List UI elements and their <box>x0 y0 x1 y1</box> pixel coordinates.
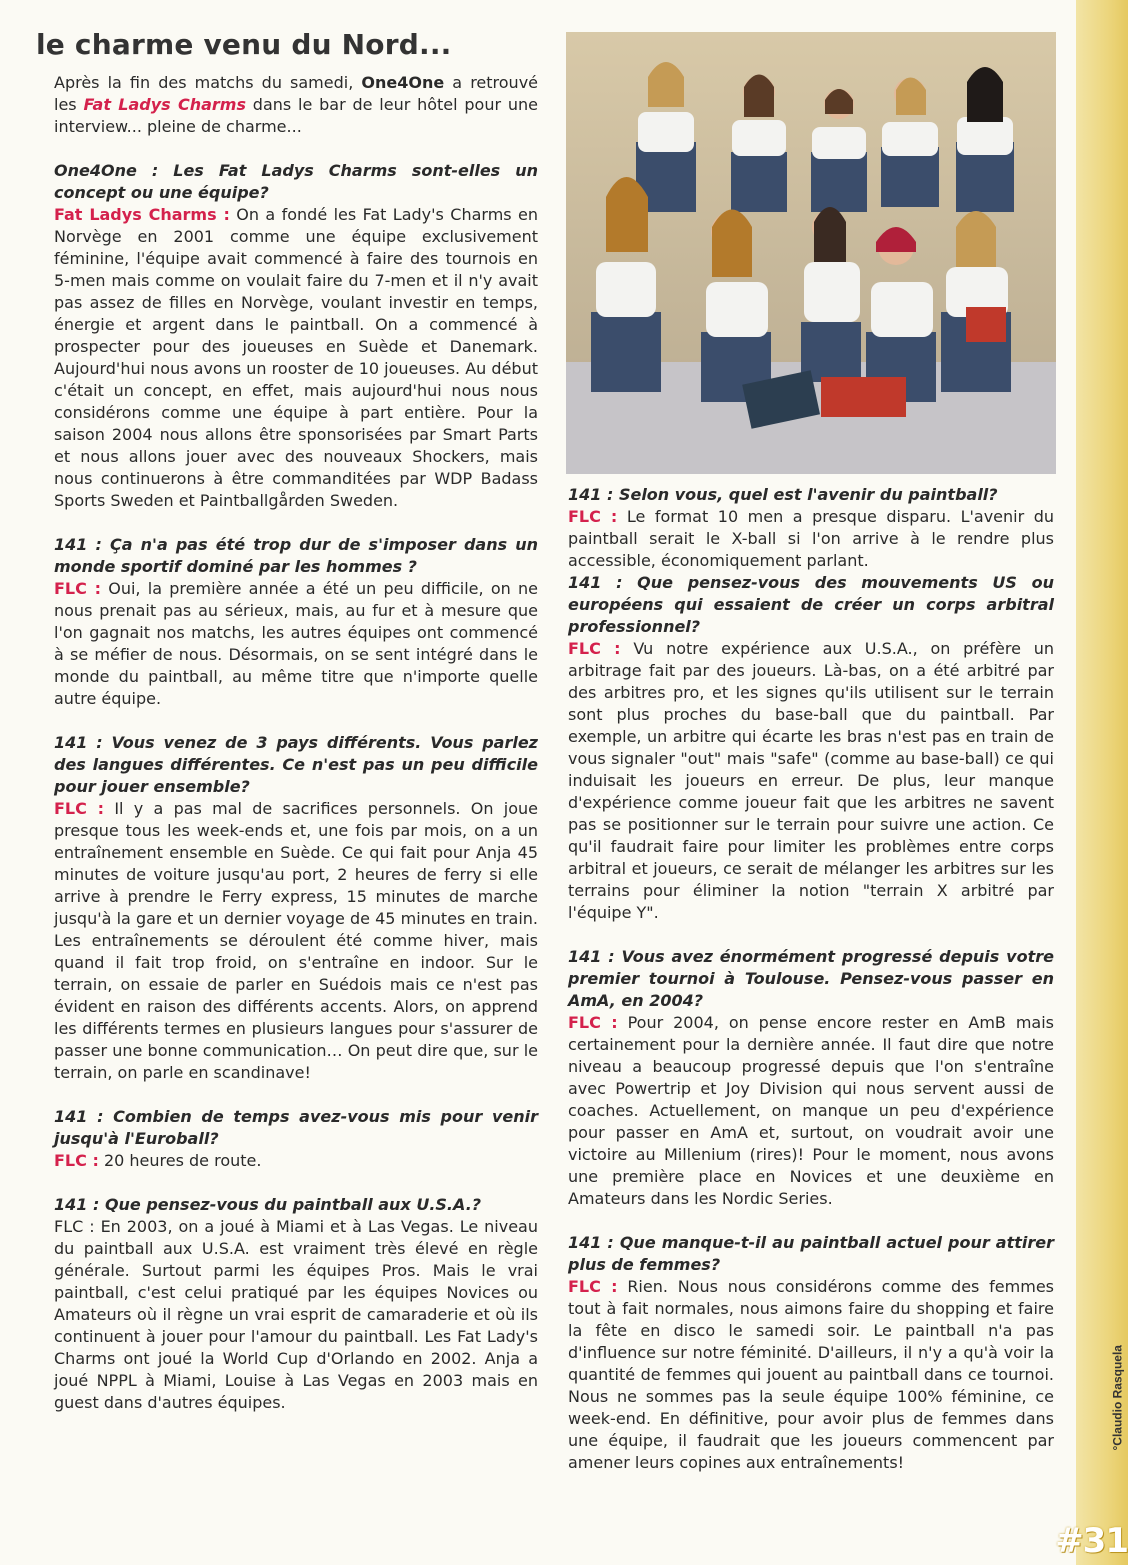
answer <box>568 506 1054 572</box>
question: 141 : Vous venez de 3 pays différents. Vous parlez des langues différentes. Ce n'est pas un peu difficile pour jouer ensemble? <box>54 733 538 796</box>
intro-text: a retrouvé les <box>54 73 539 114</box>
answer <box>54 1150 538 1172</box>
answer-text: Le format 10 men a presque disparu. L'avenir du paintball serait le X-ball si l'on arrive à le rendre plus accessible, économiquement parlant. <box>568 507 1055 570</box>
answer <box>568 1276 1054 1474</box>
team-photo <box>566 32 1056 474</box>
left-column <box>54 72 538 1414</box>
question: 141 : Combien de temps avez-vous mis pour venir jusqu'à l'Euroball? <box>54 1107 538 1148</box>
answer-text: On a fondé les Fat Lady's Charms en Norvège en 2001 comme une équipe exclusivement féminine, l'équipe avait commencé à faire des tournois en 5-men mais comme on voulait faire du 7-men et il n'y avait pas assez de filles en Norvège, voulant investir en temps, énergie et argent dans le paintball. On a commencé à prospecter pour des joueuses en Suède et Danemark. Aujourd'hui nous avons un rooster de 10 joueuses. Au début c'était un concept, en effet, mais aujourd'hui nous nous considérons comme une équipe à part entière. Pour la saison 2004 nous allons être sponsorisées par Smart Parts et nous allons jouer avec des nouveaux Shockers, mais nous continuerons à être commanditées par WDP Badass Sports Sweden et Paintballgården Sweden. <box>54 205 538 510</box>
team-photo-illustration <box>566 32 1056 474</box>
question: 141 : Vous avez énormément progressé depuis votre premier tournoi à Toulouse. Pensez-vous passer en AmA, en 2004? <box>568 947 1054 1010</box>
answer-label: FLC : <box>568 1013 618 1032</box>
question: 141 : Ça n'a pas été trop dur de s'imposer dans un monde sportif dominé par les hommes ? <box>54 535 538 576</box>
question: 141 : Que manque-t-il au paintball actuel pour attirer plus de femmes? <box>568 1233 1054 1274</box>
answer-text: Oui, la première année a été un peu difficile, on ne nous prenait pas au sérieux, mais, au fur et à mesure que l'on gagnait nos matchs, les autres équipes ont commencé à se méfier de nous. Désormais, on se sent intégré dans le monde du paintball, au même titre que n'importe quelle autre équipe. <box>54 579 538 708</box>
article-headline: le charme venu du Nord... <box>36 28 452 61</box>
page-edge-strip <box>1076 0 1128 1565</box>
question: One4One : Les Fat Ladys Charms sont-elles un concept ou une équipe? <box>54 161 538 202</box>
answer-text: Pour 2004, on pense encore rester en AmB mais certainement pour la dernière année. Il faut dire que notre niveau a beaucoup progressé depuis que l'on s'entraîne avec Powertrip et Joy Division qui nous servent aussi de coaches. Actuellement, on manque un peu d'expérience pour passer en AmA et, surtout, on voudrait avoir une victoire au Millenium (rires)! Pour le moment, nous avons une première place en Novices et une deuxième en Amateurs dans les Nordic Series. <box>568 1013 1054 1208</box>
answer <box>54 1216 538 1414</box>
photo-credit: °Claudio Rasquela <box>1110 1345 1124 1451</box>
question: 141 : Que pensez-vous des mouvements US ou européens qui essaient de créer un corps arbitral professionnel? <box>568 573 1054 636</box>
intro-text: dans le bar de leur hôtel pour une interview... pleine de charme... <box>54 95 538 136</box>
answer <box>568 638 1054 924</box>
answer-text: 20 heures de route. <box>103 1151 262 1170</box>
intro-text: Après la fin des matchs du samedi, <box>54 73 362 92</box>
answer <box>54 204 538 512</box>
page-number: #31 <box>1055 1521 1128 1561</box>
answer-text: Il y a pas mal de sacrifices personnels. On joue presque tous les week-ends et, une fois par mois, on a un entraînement ensemble en Suède. Ce qui fait pour Anja 45 minutes de voiture jusqu'au port, 2 heures de ferry si elle arrive à prendre le Ferry express, 15 minutes de marche jusqu'à la gare et un dernier voyage de 45 minutes en train. Les entraînements se déroulent été comme hiver, mais quand il fait trop froid, on s'entraîne en indoor. Sur le terrain, on essaie de parler en Suédois mais ce n'est pas évident en raison des différents accents. Alors, on apprend les différents termes en plusieurs langues pour s'assurer de passer une bonne communication… On peut dire que, sur le terrain, on parle en scandinave! <box>54 799 538 1082</box>
right-column <box>568 484 1054 1474</box>
magazine-name: One4One <box>361 73 445 92</box>
answer-label: FLC : <box>568 507 618 526</box>
answer-label: FLC : <box>54 579 101 598</box>
answer-text: FLC : En 2003, on a joué à Miami et à Las Vegas. Le niveau du paintball aux U.S.A. est vraiment très élevé en règle générale. Surtout parmi les équipes Pros. Mais le vrai paintball, c'est celui pratiqué par les équipes Novices ou Amateurs où il règne un vrai esprit de camaraderie et où ils continuent à jouer pour l'amour du paintball. Les Fat Lady's Charms ont joué la World Cup d'Orlando en 2002. Anja a joué NPPL à Miami, Louise à Las Vegas en 2003 mais en guest dans d'autres équipes. <box>54 1217 538 1412</box>
intro-paragraph <box>54 72 538 138</box>
answer <box>54 798 538 1084</box>
answer <box>568 1012 1054 1210</box>
answer-text: Rien. Nous nous considérons comme des femmes tout à fait normales, nous aimons faire du shopping et faire la fête en disco le samedi soir. Le paintball n'a pas d'influence sur notre féminité. D'ailleurs, il n'y a qu'à voir la quantité de femmes qui jouent au paintball dans ce tournoi. Nous ne sommes pas la seule équipe 100% féminine, ce week-end. En définitive, pour avoir plus de femmes dans une équipe, il faudrait que les joueurs commencent par amener leurs copines aux entraînements! <box>568 1277 1054 1472</box>
answer <box>54 578 538 710</box>
answer-text: Vu notre expérience aux U.S.A., on préfère un arbitrage fait par des joueurs. Là-bas, on a été arbitré par des arbitres pro, et les signes qu'ils utilisent sur le terrain sont plus proches du base-ball que du paintball. Par exemple, un arbitre qui écarte les bras n'est pas en train de vous signaler "out" mais "safe" (comme au base-ball) ce qui induisait les joueurs en erreur. De plus, leur manque d'expérience comme joueur fait que les arbitres ne savent pas se positionner sur le terrain pour suivre une action. Ce qu'il faudrait faire pour limiter les problèmes entre corps arbitral et joueurs, ce serait de mélanger les arbitres sur les terrains pour éliminer la notion "terrain X arbitré par l'équipe Y". <box>568 639 1054 922</box>
answer-label: FLC : <box>568 1277 618 1296</box>
question: 141 : Selon vous, quel est l'avenir du paintball? <box>568 485 998 504</box>
answer-label: FLC : <box>568 639 621 658</box>
answer-label: Fat Ladys Charms : <box>54 205 230 224</box>
team-name: Fat Ladys Charms <box>83 95 246 114</box>
question: 141 : Que pensez-vous du paintball aux U.S.A.? <box>54 1195 482 1214</box>
answer-label: FLC : <box>54 799 105 818</box>
answer-label: FLC : <box>54 1151 99 1170</box>
